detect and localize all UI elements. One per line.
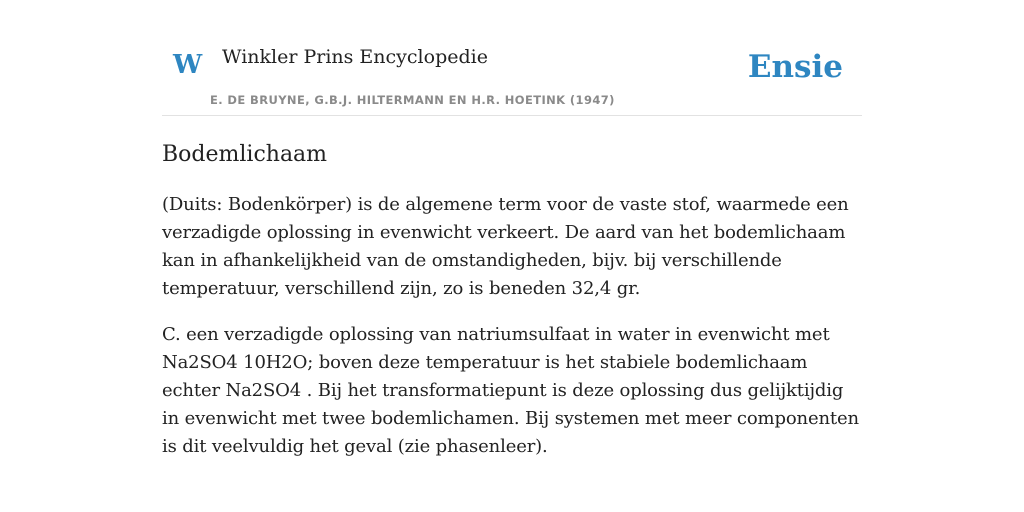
ensie-logo[interactable]: Ensie (747, 49, 843, 85)
header (162, 0, 862, 116)
winkler-prins-logo[interactable]: W (173, 50, 203, 80)
encyclopedia-title[interactable]: Winkler Prins Encyclopedie (222, 46, 488, 68)
article-paragraph-1: (Duits: Bodenkörper) is de algemene term voor de vaste stof, waarmede een verzadigde oplossing in evenwicht verkeert. De aard van het bodemlichaam kan in afhankelijkheid van de omstandigheden, bijv. bij verschillende temperatuur, verschillend zijn, zo is beneden 32,4 gr. (162, 193, 849, 299)
page-container (162, 0, 862, 461)
article-paragraph-2: C. een verzadigde oplossing van natriumsulfaat in water in evenwicht met Na2SO4 10H2O; boven deze temperatuur is het stabiele bodemlichaam echter Na2SO4 . Bij het transformatiepunt is deze oplossing dus gelijktijdig in evenwicht met twee bodemlichamen. Bij systemen met meer componenten is dit veelvuldig het geval (zie phasenleer). (162, 323, 859, 457)
article-title: Bodemlichaam (162, 142, 328, 167)
authors-line: E. DE BRUYNE, G.B.J. HILTERMANN EN H.R. HOETINK (1947) (210, 93, 615, 107)
